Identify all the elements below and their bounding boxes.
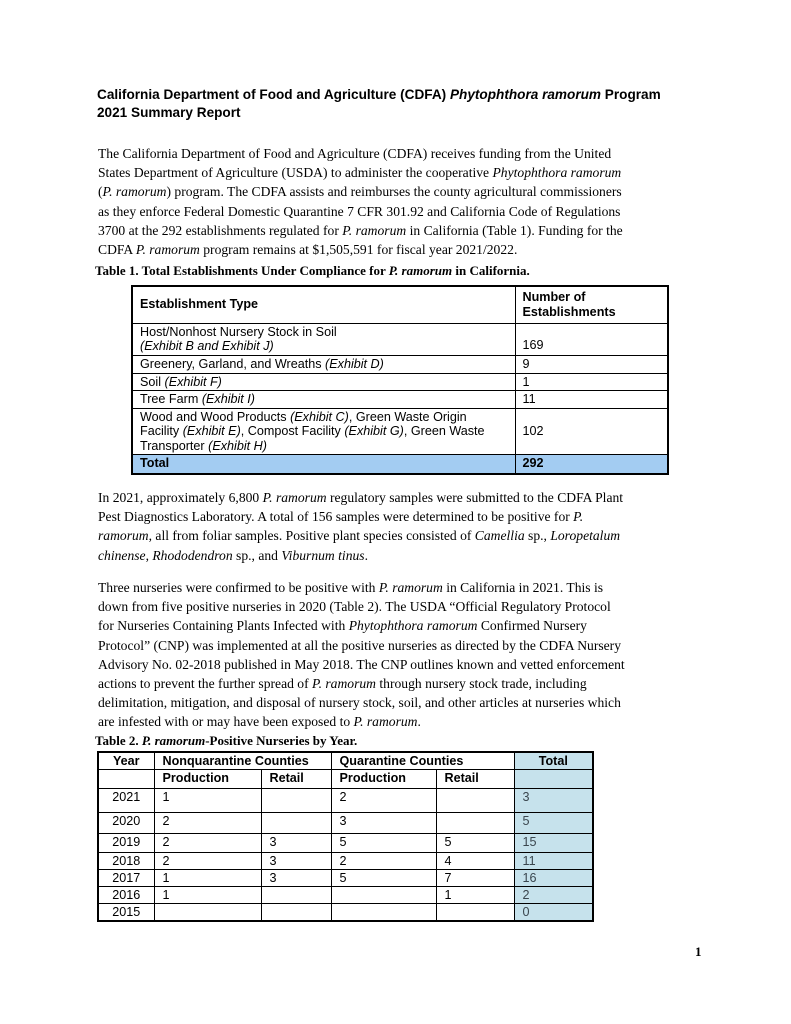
year-cell: 2018 (98, 853, 154, 870)
count-cell: 2 (331, 853, 436, 870)
count-cell: 4 (436, 853, 514, 870)
count-cell (261, 813, 331, 834)
table2-row-2021 (98, 789, 593, 813)
count-cell (261, 887, 331, 904)
table1-total-value: 292 (515, 455, 668, 474)
establishment-type-cell: Host/Nonhost Nursery Stock in Soil (Exhibit B and Exhibit J) (132, 323, 515, 355)
table2-header-quarantine: Quarantine Counties (331, 752, 514, 770)
total-cell: 11 (514, 853, 593, 870)
paragraph-funding: The California Department of Food and Agriculture (CDFA) receives funding from the United States Department of Agriculture (USDA) to administer the cooperative Phytophthora ramorum (P. ramorum) program. The CDFA assists and reimburses the county agricultural commissioners as they enforce Federal Domestic Quarantine 7 CFR 301.92 and California Code of Regulations 3700 at the 292 establishments regulated for P. ramorum in California (Table 1). Funding for the CDFA P. ramorum program remains at $1,505,591 for fiscal year 2021/2022. (98, 146, 623, 258)
count-cell: 3 (261, 834, 331, 853)
table1-row (132, 408, 668, 455)
count-cell: 2 (154, 853, 261, 870)
page-number: 1 (695, 944, 702, 959)
count-cell (331, 887, 436, 904)
table2-row-2019 (98, 834, 593, 853)
count-cell (154, 904, 261, 922)
total-cell: 0 (514, 904, 593, 922)
paragraph-nurseries: Three nurseries were confirmed to be positive with P. ramorum in California in 2021. This is down from five positive nurseries in 2020 (Table 2). The USDA “Official Regulatory Protocol for Nurseries Containing Plants Infected with Phytophthora ramorum Confirmed Nursery Protocol” (CNP) was implemented at all the positive nurseries as directed by the CDFA Nursery Advisory No. 02-2018 published in May 2018. The CNP outlines known and vetted enforcement actions to prevent the further spread of P. ramorum through nursery stock trade, including delimitation, mitigation, and disposal of nursery stock, soil, and other articles at nurseries which are infested with or may have been exposed to P. ramorum. (98, 580, 625, 730)
table2-subheader-nq-retail: Retail (261, 770, 331, 789)
count-cell: 1 (154, 789, 261, 813)
table1-header-establishment-type: Establishment Type (132, 286, 515, 323)
table1-header-row (132, 286, 668, 323)
establishment-type-cell: Soil (Exhibit F) (132, 373, 515, 391)
count-cell (261, 904, 331, 922)
table2-header-nonquarantine: Nonquarantine Counties (154, 752, 331, 770)
table2-row-2020 (98, 813, 593, 834)
table1-row (132, 373, 668, 391)
count-cell: 1 (154, 887, 261, 904)
count-cell: 5 (331, 834, 436, 853)
table1-header-number: Number of Establishments (515, 286, 668, 323)
year-cell: 2017 (98, 870, 154, 887)
count-cell: 2 (331, 789, 436, 813)
table2-header-total: Total (514, 752, 593, 770)
table2-caption: Table 2. P. ramorum-Positive Nurseries by Year. (95, 733, 358, 748)
count-cell (436, 789, 514, 813)
total-cell: 2 (514, 887, 593, 904)
total-cell: 15 (514, 834, 593, 853)
table2-subheader-nq-production: Production (154, 770, 261, 789)
table2-subheader-blank (98, 770, 154, 789)
table2-row-2018 (98, 853, 593, 870)
total-cell: 16 (514, 870, 593, 887)
year-cell: 2021 (98, 789, 154, 813)
table1-establishments (131, 285, 669, 475)
table2-row-2015 (98, 904, 593, 922)
table2-header-row-sub (98, 770, 593, 789)
count-cell: 2 (154, 813, 261, 834)
count-cell: 3 (331, 813, 436, 834)
count-cell: 1 (436, 887, 514, 904)
count-cell: 2 (154, 834, 261, 853)
table2-header-year: Year (98, 752, 154, 770)
establishment-count-cell: 11 (515, 391, 668, 409)
establishment-count-cell: 9 (515, 355, 668, 373)
count-cell (436, 904, 514, 922)
table2-row-2017 (98, 870, 593, 887)
count-cell (261, 789, 331, 813)
table2-subheader-q-retail: Retail (436, 770, 514, 789)
table2-subheader-total-blank (514, 770, 593, 789)
table1-total-label: Total (132, 455, 515, 474)
table2-positive-nurseries (97, 751, 594, 922)
table2-header-row-groups (98, 752, 593, 770)
table1-caption: Table 1. Total Establishments Under Compliance for P. ramorum in California. (95, 263, 530, 278)
establishment-type-cell: Wood and Wood Products (Exhibit C), Green Waste Origin Facility (Exhibit E), Compost Facility (Exhibit G), Green Waste Transporter (Exhibit H) (132, 408, 515, 455)
count-cell (436, 813, 514, 834)
year-cell: 2015 (98, 904, 154, 922)
paragraph-samples: In 2021, approximately 6,800 P. ramorum regulatory samples were submitted to the CDFA Plant Pest Diagnostics Laboratory. A total of 156 samples were determined to be positive for P. ramorum, all from foliar samples. Positive plant species consisted of Camellia sp., Loropetalum chinense, Rhododendron sp., and Viburnum tinus. (98, 490, 624, 563)
count-cell: 5 (331, 870, 436, 887)
page-title: California Department of Food and Agriculture (CDFA) Phytophthora ramorum Program 2021 Summary Report (97, 87, 661, 120)
count-cell: 3 (261, 853, 331, 870)
year-cell: 2019 (98, 834, 154, 853)
establishment-count-cell: 102 (515, 408, 668, 455)
establishment-count-cell: 1 (515, 373, 668, 391)
establishment-count-cell: 169 (515, 323, 668, 355)
table1-row (132, 355, 668, 373)
total-cell: 3 (514, 789, 593, 813)
count-cell: 5 (436, 834, 514, 853)
year-cell: 2016 (98, 887, 154, 904)
year-cell: 2020 (98, 813, 154, 834)
total-cell: 5 (514, 813, 593, 834)
establishment-type-cell: Tree Farm (Exhibit I) (132, 391, 515, 409)
count-cell: 1 (154, 870, 261, 887)
table2-subheader-q-production: Production (331, 770, 436, 789)
table2-row-2016 (98, 887, 593, 904)
table1-row (132, 323, 668, 355)
count-cell: 3 (261, 870, 331, 887)
count-cell: 7 (436, 870, 514, 887)
table1-total-row (132, 455, 668, 474)
count-cell (331, 904, 436, 922)
establishment-type-cell: Greenery, Garland, and Wreaths (Exhibit D) (132, 355, 515, 373)
table1-row (132, 391, 668, 409)
